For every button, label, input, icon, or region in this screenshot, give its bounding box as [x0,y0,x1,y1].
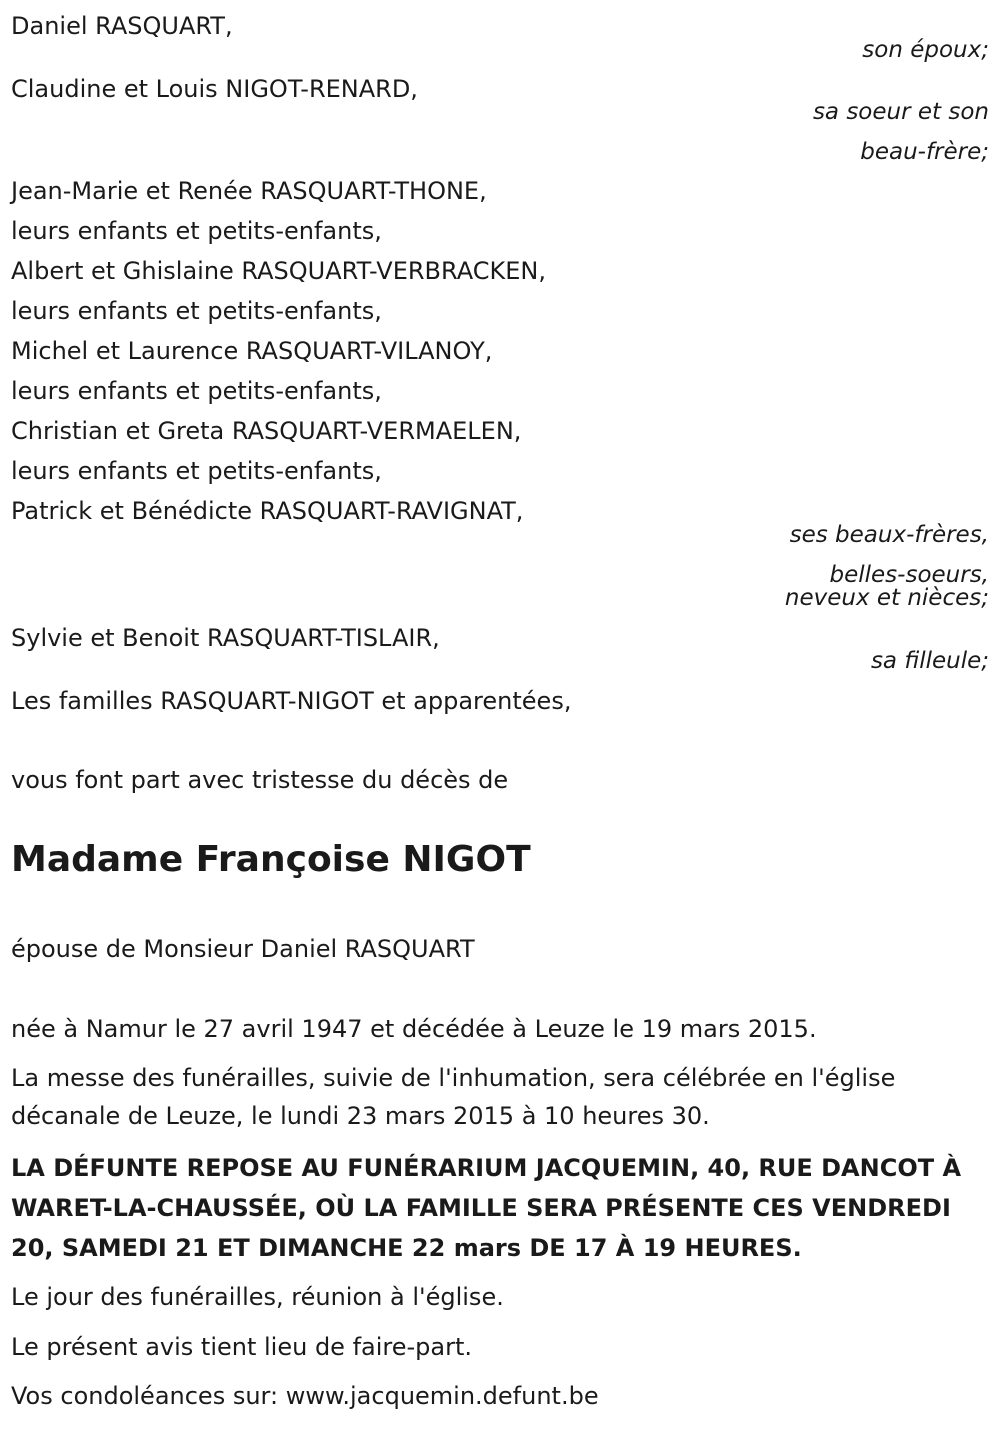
family-line-michel: Michel et Laurence RASQUART-VILANOY, [11,337,493,365]
mass-text-1: La messe des funérailles, suivie de l'inhumation, sera célébrée en l'église [11,1064,896,1092]
family-line-children-3: leurs enfants et petits-enfants, [11,377,382,405]
family-line-sylvie: Sylvie et Benoit RASQUART-TISLAIR, [11,624,440,652]
repose-text-1: LA DÉFUNTE REPOSE AU FUNÉRARIUM JACQUEMIN, 40, RUE DANCOT À [11,1154,962,1182]
family-line-christian: Christian et Greta RASQUART-VERMAELEN, [11,417,522,445]
intro-text: vous font part avec tristesse du décès de [11,766,509,794]
notice-text: Le présent avis tient lieu de faire-part. [11,1333,473,1361]
relation-sister-1: sa soeur et son [812,99,989,125]
family-line-patrick: Patrick et Bénédicte RASQUART-RAVIGNAT, [11,497,524,525]
spouse-text: épouse de Monsieur Daniel RASQUART [11,935,475,963]
condolences-line [11,1382,599,1410]
family-line-albert: Albert et Ghislaine RASQUART-VERBRACKEN, [11,257,546,285]
family-line-children-2: leurs enfants et petits-enfants, [11,297,382,325]
deceased-name: Madame Françoise NIGOT [11,839,531,880]
mass-text-2: décanale de Leuze, le lundi 23 mars 2015 à 10 heures 30. [11,1102,710,1130]
gathering-text: Le jour des funérailles, réunion à l'église. [11,1283,504,1311]
relation-in-laws-3: neveux et nièces; [784,585,989,611]
relation-sister-2: beau-frère; [860,139,989,165]
relation-in-laws-1: ses beaux-frères, [789,522,989,548]
condolences-link[interactable]: www.jacquemin.defunt.be [285,1382,599,1410]
repose-text-3: 20, SAMEDI 21 ET DIMANCHE 22 mars DE 17 À 19 HEURES. [11,1234,802,1262]
family-line-jean-marie: Jean-Marie et Renée RASQUART-THONE, [11,177,487,205]
family-line-families: Les familles RASQUART-NIGOT et apparentées, [11,687,572,715]
family-line-children-1: leurs enfants et petits-enfants, [11,217,382,245]
family-line-daniel: Daniel RASQUART, [11,12,233,40]
repose-text-2: WARET-LA-CHAUSSÉE, OÙ LA FAMILLE SERA PRÉSENTE CES VENDREDI [11,1194,951,1222]
condolences-label: Vos condoléances sur: [11,1382,286,1410]
relation-in-laws-2: belles-soeurs, [829,562,989,588]
birth-death-text: née à Namur le 27 avril 1947 et décédée à Leuze le 19 mars 2015. [11,1015,817,1043]
relation-goddaughter: sa filleule; [870,648,989,674]
family-line-children-4: leurs enfants et petits-enfants, [11,457,382,485]
relation-spouse: son époux; [862,37,989,63]
family-line-claudine-louis: Claudine et Louis NIGOT-RENARD, [11,75,418,103]
